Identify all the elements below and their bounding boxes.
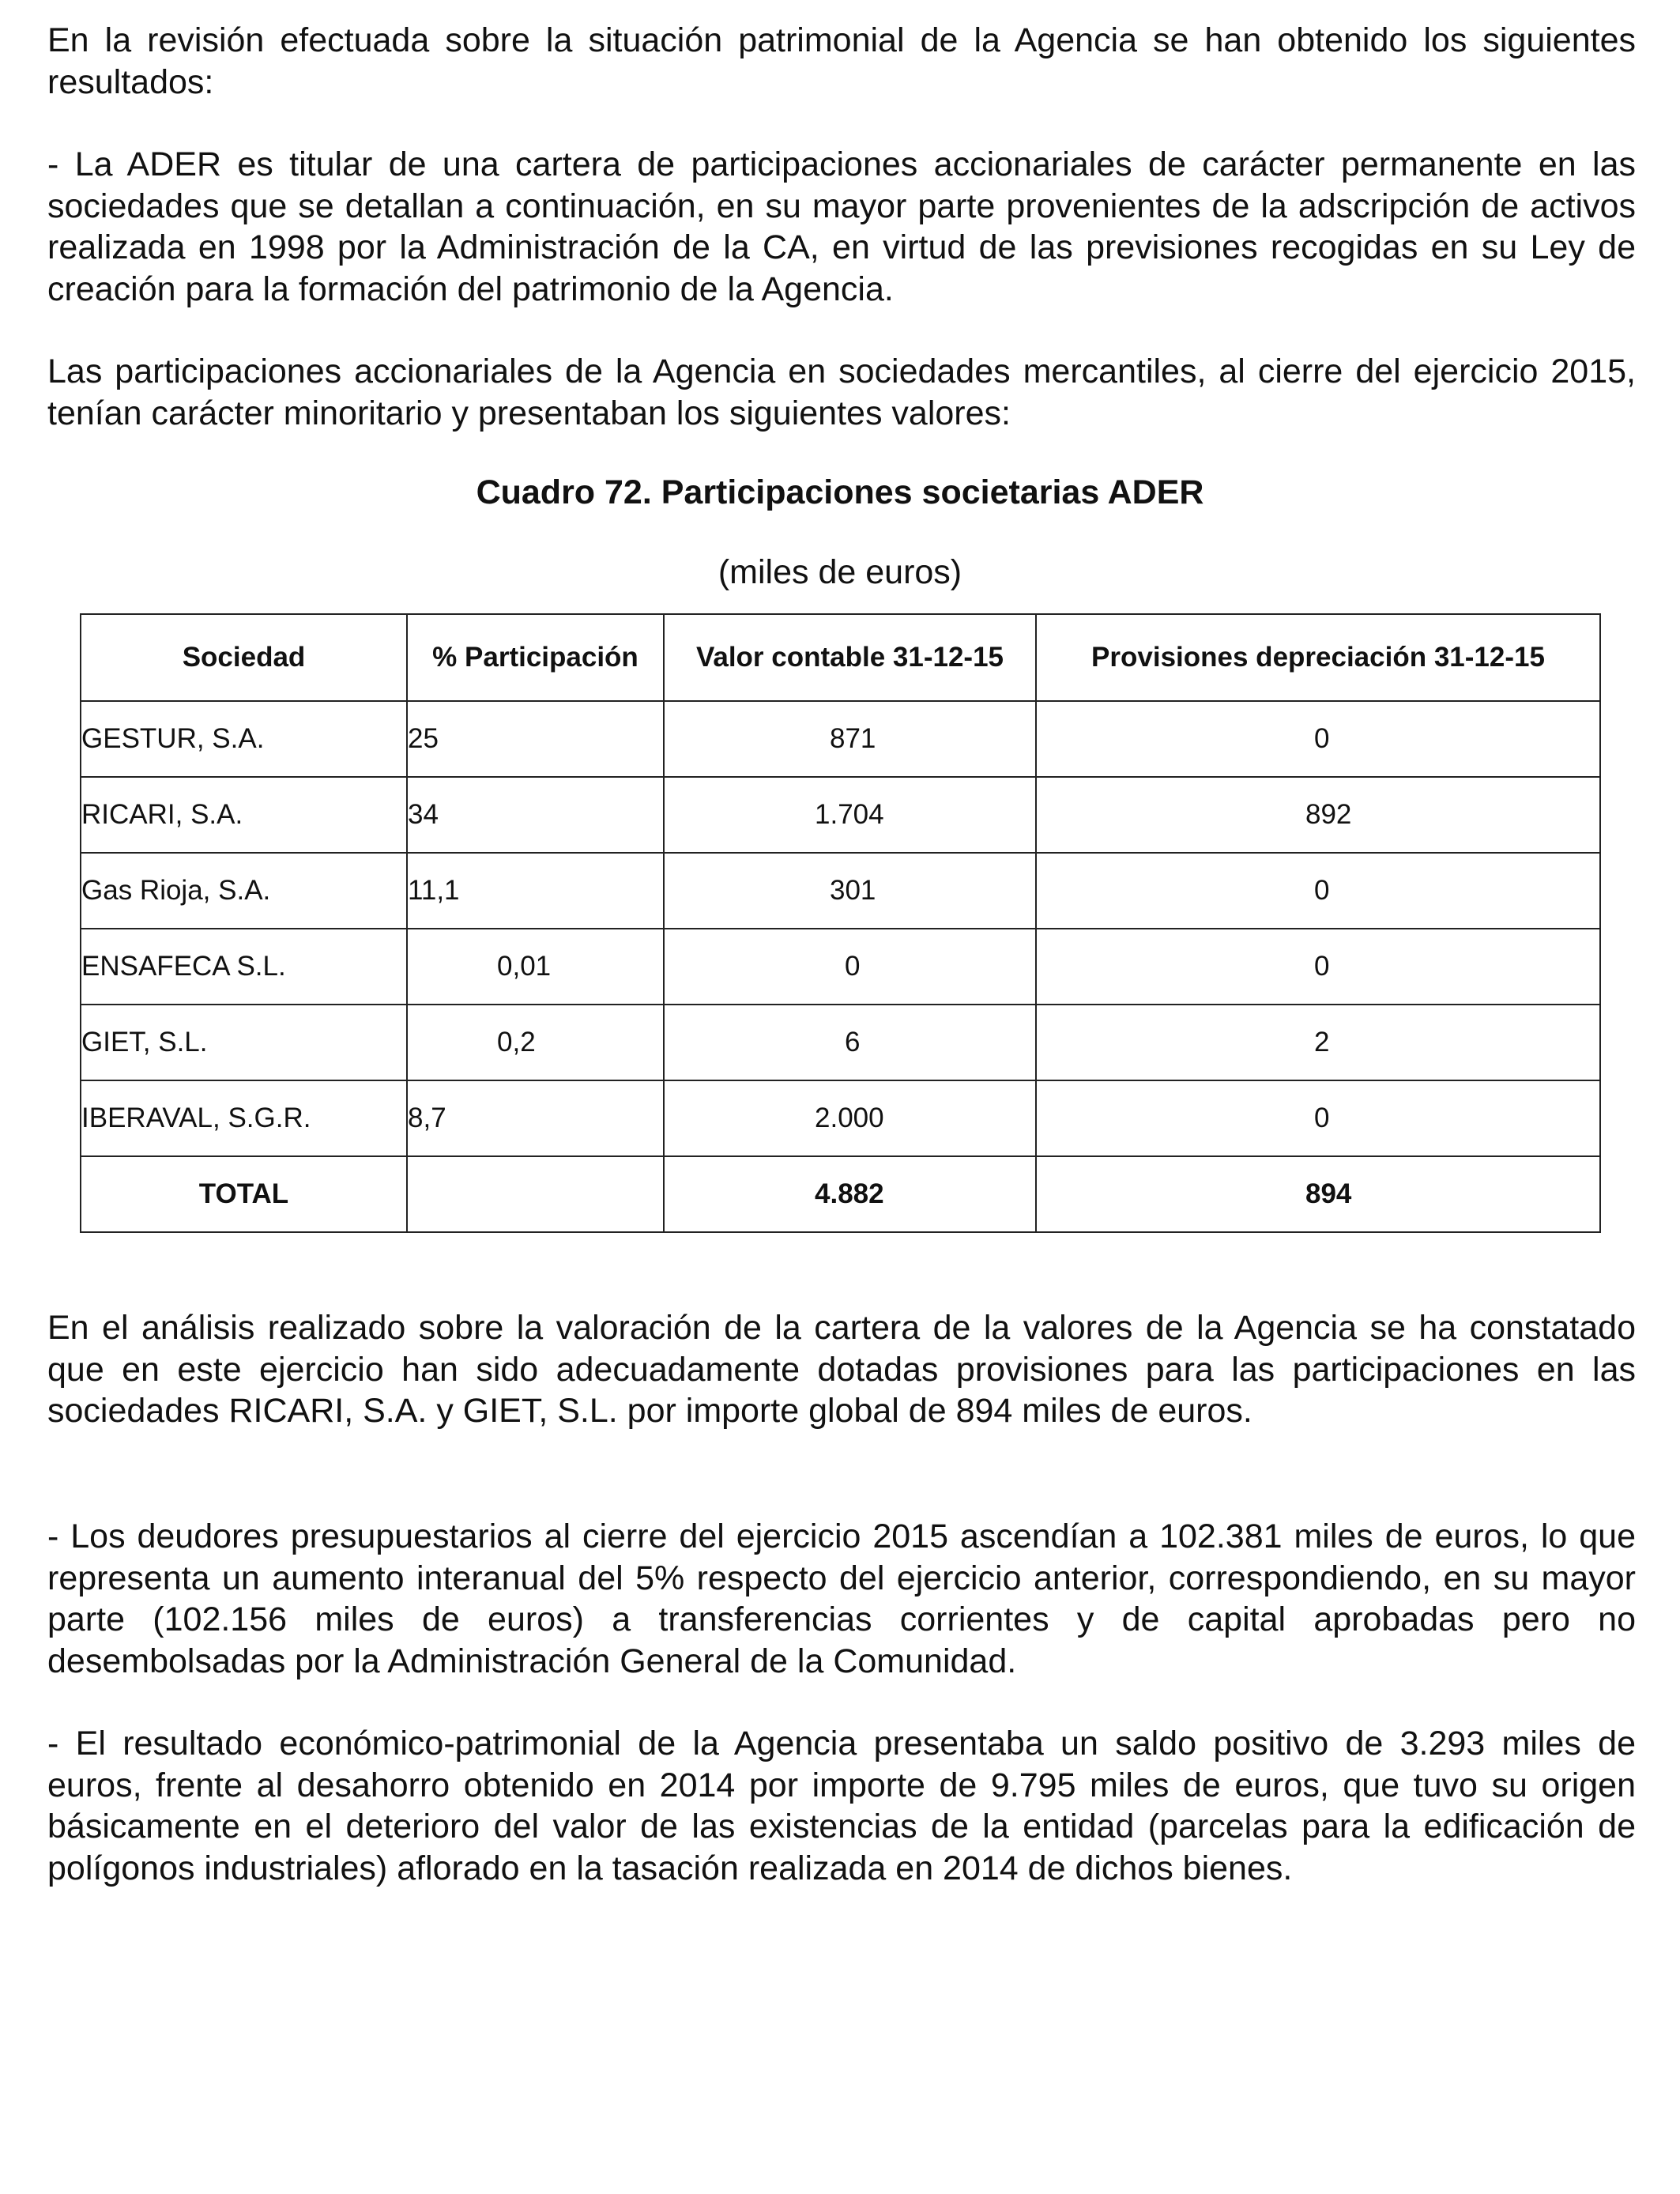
table-header-row xyxy=(81,614,1600,701)
cell-sociedad: GESTUR, S.A. xyxy=(81,701,407,777)
cell-valor: 6 xyxy=(664,1005,1036,1080)
cell-provisiones: 0 xyxy=(1036,1080,1600,1156)
cell-provisiones: 0 xyxy=(1036,853,1600,929)
cell-valor: 2.000 xyxy=(664,1080,1036,1156)
header-sociedad: Sociedad xyxy=(81,614,407,701)
cell-total-label: TOTAL xyxy=(81,1156,407,1232)
table-title: Cuadro 72. Participaciones societarias ADER xyxy=(476,473,1204,511)
table-row xyxy=(81,1005,1600,1080)
cell-sociedad: RICARI, S.A. xyxy=(81,777,407,853)
cell-participacion: 8,7 xyxy=(407,1080,664,1156)
cell-participacion: 0,2 xyxy=(407,1005,664,1080)
cell-provisiones: 2 xyxy=(1036,1005,1600,1080)
cell-total-provisiones: 894 xyxy=(1036,1156,1600,1232)
cell-valor: 301 xyxy=(664,853,1036,929)
paragraph-deudores: - Los deudores presupuestarios al cierre del ejercicio 2015 ascendían a 102.381 miles de euros, lo que representa un aumento interanual del 5% respecto del ejercicio anterior, correspondiendo, en su mayor parte (102.156 miles de euros) a transferencias corrientes y de capital aprobadas pero no desembolsadas por la Administración General de la Comunidad. xyxy=(47,1517,1636,1680)
table-row xyxy=(81,777,1600,853)
table-row xyxy=(81,853,1600,929)
cell-valor: 1.704 xyxy=(664,777,1036,853)
table-unit: (miles de euros) xyxy=(718,553,962,591)
table-row xyxy=(81,701,1600,777)
cell-total-participacion xyxy=(407,1156,664,1232)
header-provisiones: Provisiones depreciación 31-12-15 xyxy=(1036,614,1600,701)
paragraph-intro: En la revisión efectuada sobre la situación patrimonial de la Agencia se han obtenido los siguientes resultados: xyxy=(47,21,1636,101)
cell-sociedad: IBERAVAL, S.G.R. xyxy=(81,1080,407,1156)
cell-participacion: 0,01 xyxy=(407,929,664,1005)
cell-sociedad: Gas Rioja, S.A. xyxy=(81,853,407,929)
cell-participacion: 34 xyxy=(407,777,664,853)
paragraph-ader-cartera: - La ADER es titular de una cartera de participaciones accionariales de carácter permanente en las sociedades que se detallan a continuación, en su mayor parte provenientes de la adscripción de activos realizada en 1998 por la Administración de la CA, en virtud de las previsiones recogidas en su Ley de creación para la formación del patrimonio de la Agencia. xyxy=(47,145,1636,308)
header-valor-contable: Valor contable 31-12-15 xyxy=(664,614,1036,701)
cell-participacion: 25 xyxy=(407,701,664,777)
table-row xyxy=(81,1080,1600,1156)
table-row xyxy=(81,929,1600,1005)
participaciones-table xyxy=(80,613,1601,1233)
paragraph-analisis: En el análisis realizado sobre la valoración de la cartera de la valores de la Agencia se ha constatado que en este ejercicio han sido adecuadamente dotadas provisiones para las participaciones en las sociedades RICARI, S.A. y GIET, S.L. por importe global de 894 miles de euros. xyxy=(47,1309,1636,1430)
cell-participacion: 11,1 xyxy=(407,853,664,929)
cell-valor: 0 xyxy=(664,929,1036,1005)
paragraph-participaciones: Las participaciones accionariales de la Agencia en sociedades mercantiles, al cierre del ejercicio 2015, tenían carácter minoritario y presentaban los siguientes valores: xyxy=(47,352,1636,432)
cell-sociedad: ENSAFECA S.L. xyxy=(81,929,407,1005)
cell-valor: 871 xyxy=(664,701,1036,777)
cell-sociedad: GIET, S.L. xyxy=(81,1005,407,1080)
header-participacion: % Participación xyxy=(407,614,664,701)
cell-total-valor: 4.882 xyxy=(664,1156,1036,1232)
table-total-row xyxy=(81,1156,1600,1232)
cell-provisiones: 0 xyxy=(1036,701,1600,777)
cell-provisiones: 0 xyxy=(1036,929,1600,1005)
paragraph-resultado: - El resultado económico-patrimonial de la Agencia presentaba un saldo positivo de 3.293 miles de euros, frente al desahorro obtenido en 2014 por importe de 9.795 miles de euros, que tuvo su origen básicamente en el deterioro del valor de las existencias de la entidad (parcelas para la edificación de polígonos industriales) aflorado en la tasación realizada en 2014 de dichos bienes. xyxy=(47,1725,1636,1887)
cell-provisiones: 892 xyxy=(1036,777,1600,853)
